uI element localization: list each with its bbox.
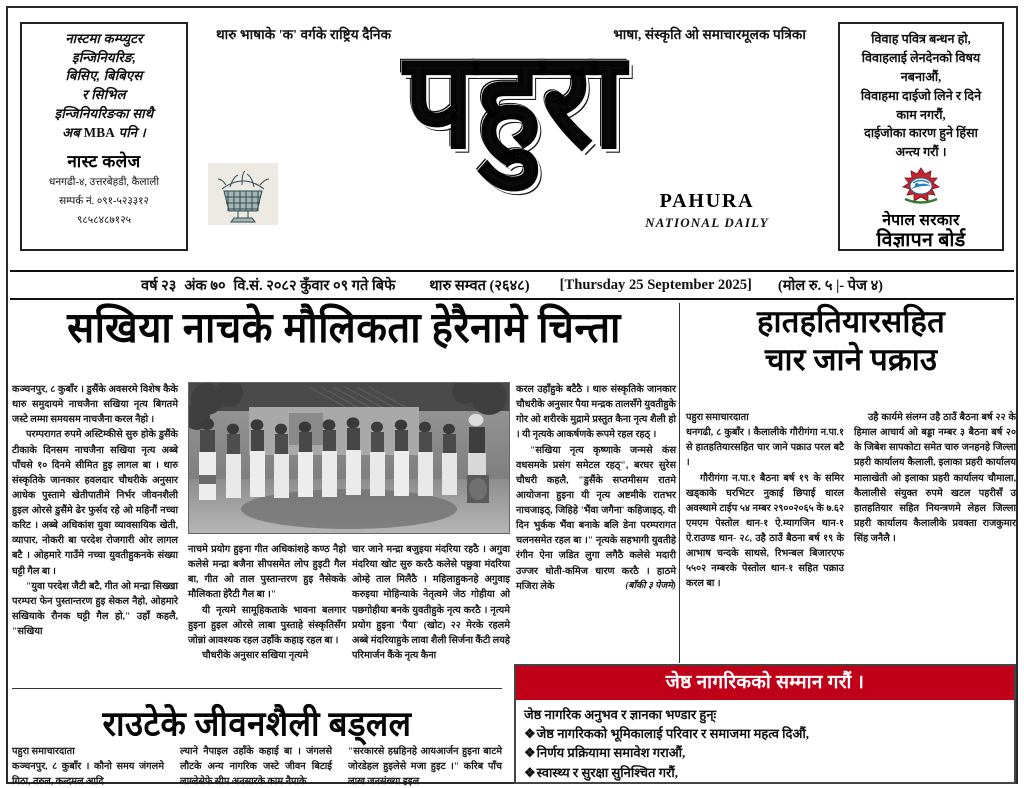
title-roman: PAHURA — [659, 190, 755, 212]
mba-post: पनि । — [115, 124, 146, 140]
masthead — [188, 10, 838, 265]
senior-bullet-2-text: निर्णय प्रक्रियामा समावेश गराऔं, — [536, 745, 686, 761]
newspaper-title: पहुरा — [403, 27, 627, 176]
raute-story-body — [12, 744, 502, 788]
basket-logo-icon — [208, 163, 278, 225]
ad-right-line-2: विवाहलाई लेनदेनको विषय — [861, 50, 981, 65]
right-story-body — [686, 410, 1016, 660]
ad-right-line-7: अन्त्य गरौं । — [895, 145, 947, 160]
ad-right-line-6: दाईजोका कारण हुने हिंसा — [864, 126, 978, 141]
raute-column-3 — [348, 744, 502, 788]
lead-headline: सखिया नाचके मौलिकता हेरैनामे चिन्ता — [67, 303, 621, 352]
ad-right-gov-label: नेपाल सरकार — [882, 212, 960, 230]
right-c2-p1: उहै कार्यमे संलग्न उहै ठाउँ बैठना बर्ष २२ के हिमाल आचार्य ओ बड्डा नम्बर ३ बैठना बर्ष २० के जिबेश सापकोटा समेत चारु जनहनहे जिल्ला प्रहरी कार्यालय कैलाली, इलाका प्रहरी कार्यालय मालाखेती ओ इलाका प्रहरी कार्यालय चौमाला, कैलालीसे संयुक्त रुपमे खटल पहरीसँ उ हातहतियार सहित नियन्त्रणमे लेहल जिल्ला प्रहरी कार्यालय कैलालीके प्रवक्ता राजकुमार सिंह जनैलै । — [854, 412, 1016, 544]
senior-bullet-3 — [524, 763, 1006, 782]
right-headline-line-1: हातहतियारसहित — [757, 304, 945, 339]
raute-c3-p1: "सरकारसे हम्रहिनहे आयआर्जन हुइना बाटमे जोरडेहल हुइलेसे मजा हुइट ।" करिब पाँच लाख जनसंख्या हइल — [348, 746, 502, 788]
romanized-title-block — [612, 190, 802, 231]
tharu-samvat-label: थारु सम्वत (२६४८) — [429, 278, 530, 294]
senior-citizen-notice[interactable] — [514, 664, 1016, 784]
ad-right-line-3: नबनाऔं, — [900, 69, 942, 84]
issue-label: अंक ७० — [184, 278, 226, 294]
raute-c1-p1: कञ्चनपुर, ८ कुबाँर । कौनो समय जंगलमे गिठा, तरुल, कन्दमल आदि — [12, 761, 164, 788]
right-story-byline: पहुरा समाचारदाता — [686, 412, 749, 423]
advertisement-nast-college[interactable] — [20, 22, 188, 251]
masthead-strip — [10, 10, 1014, 265]
ad-right-line-1: विवाह पवित्र बन्धन हो, — [871, 32, 971, 46]
bullet-icon-2: ❖ — [524, 745, 536, 761]
bullet-icon-3: ❖ — [524, 764, 536, 780]
date-bar — [10, 270, 1014, 300]
lead-story-body — [12, 382, 676, 672]
right-headline-line-2: चार जाने पक्राउ — [764, 341, 938, 377]
tharu-dancers-photo — [188, 382, 510, 534]
lead-c1-p2: परम्परागत रुपमे अस्टिम्कीसे सुरु होके डुसैंके टीकाके दिनसम नाचजैना सखिया नृत्य अब्बे पाँचसे १० दिनमे सीमित हुइ लागल बा । थारु संस्कृतिके जानकार हवलदार चौधरीके अनुसार आधेक पुस्तामे खेतीपातीमे निर्भर जीवनशैली हुइल ओरसे डुसैंमे ढेर फुर्सद रहे ओ महिनौं नच्चा करिट । अब्बे अधिकांश युवा व्यावसायिक खेती, व्यापार, नोकरी बा परदेश रोजगारी ओर लागल बटै । ओहमारे गाउँमे नच्चा युवतीहुकनके संख्या घट्टी गैल बा । — [12, 429, 178, 577]
senior-bullet-1 — [524, 724, 1006, 743]
bs-date-label: वि.सं. २०८२ कुँवार ०९ गते बिफे — [233, 278, 396, 294]
lead-c2-p1: नाचमे प्रयोग हुइना गीत अधिकांशहे कण्ठ नैहो कलेसे मन्द्रा बजैना सीपसमेत लोप हुइटी गैल बा, गीत ओ ताल पुस्तान्तरण हुइ नैसेकके मौलिकता हेरैटी गैल बा ।" — [188, 544, 346, 601]
ad-left-line-2: इन्जिनियरिङ, — [72, 49, 136, 65]
raute-c2-p1: ल्याने नैपाइल उहाँके कहाई बा । जंगलसे लौटके अन्य नागरिक जस्टे जीवन बिटाई लाग्लेसेफे सीप अनसारके काम नैपाके — [180, 746, 332, 788]
lead-c4-p2 — [516, 443, 676, 594]
ad-left-mba-line — [26, 124, 182, 143]
nepal-government-emblem-icon — [897, 165, 945, 207]
volume-label: वर्ष २३ — [140, 278, 177, 294]
mba-pre: अब — [62, 124, 84, 140]
ad-right-line-5: काम नगरौं, — [896, 107, 946, 122]
ad-right-line-4: विवाहमा दाईजो लिने र दिने — [860, 88, 982, 103]
ad-left-address-line-1: धनगढी-४, उत्तरबेहडी, कैलाली — [48, 177, 160, 189]
right-column-1 — [686, 410, 844, 592]
right-c1-p2: गौरीगंगा न.पा.१ बैठना बर्ष १९ के समिर खड्काके घरभिटर नुकाई छिपाई धारल अवस्थामे टाईप ५४ नम्बर २९००२०६५ के ७.६२ एमएम पेस्तोल थान-१ ऐ.म्यागजिन थान-१ ऐ.राउण्ड थान- २८, उहै ठाउँ बैठना बर्ष १९ के आभाष चन्दके साथसे, रिभन्बल बिजारएफ ५५०२ नम्बरके पेस्तोल थान-१ सहित पक्राउ करल बा । — [686, 472, 844, 590]
right-column-2 — [854, 410, 1016, 546]
right-story-headline — [686, 303, 1016, 379]
lead-c1-p3: "युवा परदेश जैटी बटै, गीत ओ मन्द्रा सिख्खा परम्परा फेन पुस्तान्तरण हुइ सेकल नैहो, ओहमारे सखियाके रौनक घट्टी गैल हो," उहाँ कहलै, "सखिया — [12, 580, 178, 637]
lead-column-3 — [352, 542, 510, 663]
right-c1-p1: धनगढी, ८ कुबाँर । कैलालीके गौरीगंगा न.पा.१ से हातहतियारसहित चार जाने पक्राउ परल बटै । — [686, 427, 844, 469]
lead-c1-p1: कञ्चनपुर, ८ कुबाँर । डुसैंके अवसरमे विशेष कैके थारु समुदायमे नाचजैना सखिया नृत्य बिगतमे जस्टे लम्मा समयसम नाचजैना करल नैहो । — [12, 384, 178, 426]
lead-column-4 — [516, 382, 676, 594]
price-label: (मोल रु. ५ |- पेज ४) — [777, 278, 884, 294]
lead-c2-p3: चौधरीके अनुसार सखिया नृत्यमे — [202, 649, 309, 661]
lead-c4-p2-text: "सखिया नृत्य कृष्णाके जन्मसे कंस वधसमके प्रसंग समेटल रहठ्", बरघर सुरेस चौधरी कहलै, "डुसैंके सप्तमीसम रातमे आयोजना हुइना यी नृत्य अष्टमीके रातभर नाचजाइठ्, जिहिहे 'भैंवा जगैना' कहिजाइठ्, यी दिन भुर्कक भैंवा बनाके बलि डेना परम्परागत चलनसमेत रहल बा ।" नृत्यके सहभागी युवतीहे रंगीन ऐना जडित लुगा लगैठै कलेसे मदारी उज्जर धोती-कमिज धारण करठै । हाठमे मजिरा लेके — [516, 444, 676, 592]
lead-c3-p1: चार जाने मन्द्रा बजुइया मंदरिया रहठै । अगुवा मंदरिया खोट सुरु करठै कलेसे पछुवा मंदरिया ओम्हे ताल मिलैठै । महिलाहुकनहे अगुवाइ करुइया मोहिन्याके नेतृत्वमे जेठ गोहीया ओ पछगोहीया बनके युवतीहुके नृत्य करठै । नृत्यमे प्रयोग हुइना 'पैया' (खोट) २२ मेरके रहलमे अब्बे मंदरियाहुके लावा शैली सिर्जना कैंटी लयहे परिमार्जन कैंके नृत्य कैना — [352, 544, 510, 661]
continued-label: (बाँकी ३ पेजमे) — [625, 580, 676, 591]
lead-c2-p2: यी नृत्यमे सामूहिकताके भावना बलगार हुइना हुइल ओरसे लाबा पुस्ताहे संस्कृतिसँग जोन्नां आवश्यक रहल उहाँके कहाइ रहल बा । — [188, 604, 346, 646]
tagline-left: थारु भाषाके 'क' वर्गके राष्ट्रिय दैनिक — [216, 27, 392, 42]
raute-headline: राउटेके जीवनशैली बड्लल — [102, 706, 412, 745]
section-divider-raute — [12, 688, 502, 689]
senior-notice-intro: जेष्ठ नागरिक अनुभव र ज्ञानका भण्डार हुन्ः — [524, 707, 717, 722]
senior-bullet-1-text: जेष्ठ नागरिकको भूमिकालाई परिवार र समाजमा महत्व दिऔं, — [536, 726, 809, 742]
gregorian-date-label: [Thursday 25 September 2025] — [559, 276, 752, 293]
lead-column-1 — [12, 382, 178, 639]
ad-right-board-label: विज्ञापन बोर्ड — [876, 230, 966, 252]
column-divider-vertical — [679, 303, 680, 663]
ad-left-line-5: इन्जिनियरिङका साथै — [54, 105, 154, 121]
lead-c4-p1: करल उहाँहुके बटैठै । थारु संस्कृतिके जानकार चौधरीके अनुसार पैया मन्द्रक तालसँगे युवतीहुके गोर ओ शरीरके मुद्रामे प्रस्तुत कैना नृत्य शैली हो । यी नृत्यके आकर्षणके रूपमे रहल रहठ् । — [516, 384, 676, 441]
senior-bullet-2 — [524, 743, 1006, 762]
ad-left-line-3: बिसिए, बिबिएस — [65, 68, 143, 84]
bullet-icon-1: ❖ — [524, 726, 536, 742]
ad-left-address-line-3: ९८५८४८७१२५ — [76, 214, 132, 226]
ad-left-line-4: र सिभिल — [82, 87, 126, 103]
ad-left-address-line-2: सम्पर्क नं. ०९१-५२३३१२ — [59, 196, 149, 208]
mba-label: MBA — [83, 124, 116, 140]
senior-notice-heading: जेष्ठ नागरिकको सम्मान गरौं । — [516, 666, 1014, 700]
ad-left-college-name: नास्ट कलेज — [67, 152, 141, 172]
tagline-right: भाषा, संस्कृति ओ समाचारमूलक पत्रिका — [613, 27, 806, 42]
title-subtitle-roman: NATIONAL DAILY — [645, 215, 769, 230]
senior-bullet-3-text: स्वास्थ्य र सुरक्षा सुनिश्चित गरौं, — [536, 764, 678, 780]
senior-notice-body — [516, 700, 1014, 784]
raute-byline: पहुरा समाचारदाता — [12, 746, 75, 757]
raute-column-2 — [180, 744, 332, 788]
lead-column-2 — [188, 542, 346, 663]
advertisement-dowry-awareness[interactable] — [838, 22, 1004, 251]
ad-left-line-1: नास्टमा कम्प्युटर — [65, 31, 143, 46]
raute-column-1 — [12, 744, 164, 788]
